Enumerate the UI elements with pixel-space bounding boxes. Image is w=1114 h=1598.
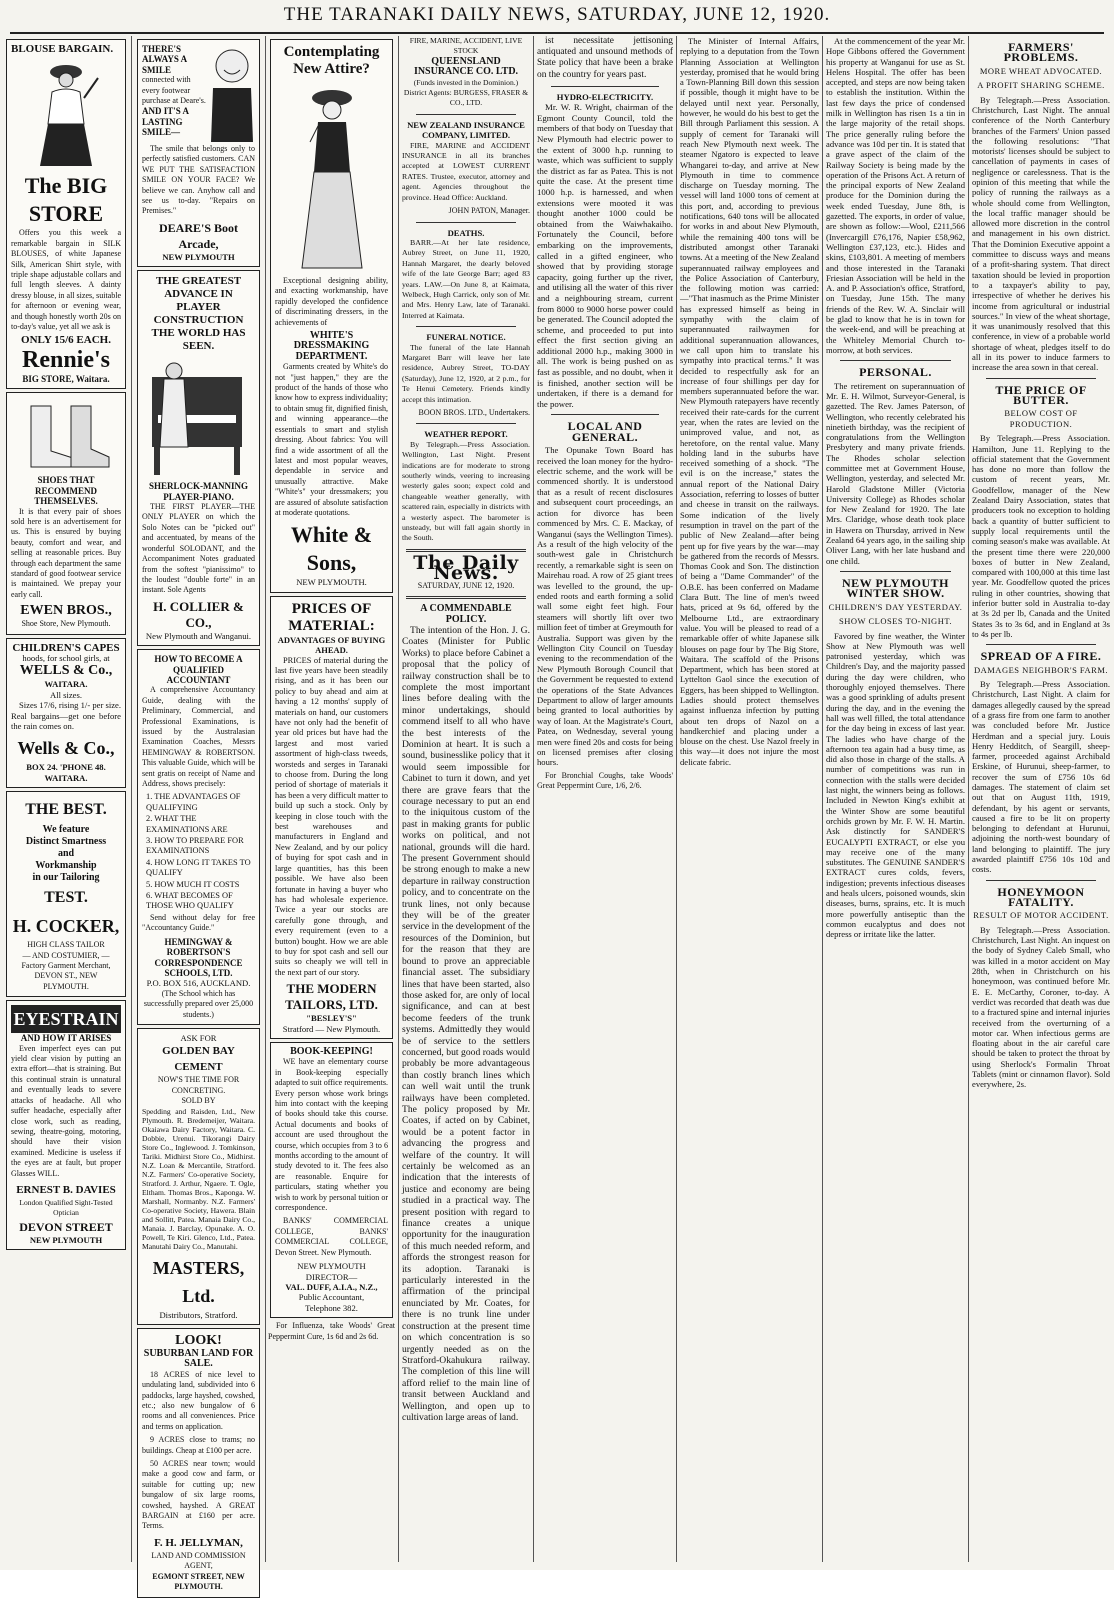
deare-sub: NEW PLYMOUTH bbox=[162, 251, 235, 262]
eyestrain-sub: AND HOW IT ARISES bbox=[20, 1033, 112, 1044]
cement-ask: ASK FOR bbox=[180, 1032, 217, 1043]
divider bbox=[551, 414, 659, 415]
cocker-line: DEVON ST., NEW PLYMOUTH. bbox=[34, 971, 98, 991]
davies-street: DEVON STREET bbox=[19, 1219, 113, 1234]
hydro-text: Mr. W. R. Wright, chairman of the Egmont County Council, told the members of that body on Tuesday that New Plymouth had electric power to the extent of 3000 h.p. running to waste, which was sufficient to supply the district as far as Patea. This is not quite the case. At the present time 1000 h.p. is harnessed, and when extensions were mooted it was thought another 1000 could be obtained from the Waiwhakaiho. Fortunately the Council, before embarking on the improvements, called in a gifted engineer, who showed that by providing storage capacity, going further up the river, and utilising all the water of this river and a neighbouring stream, current from 8000 to 9000 horse power could be generated. The Council adopted the scheme, and proceeded to put into effect the first section giving an additional 2000 h.p., making 3000 in all. The work is being pushed on as fast as possible, and no doubt, when it is finished, another section will be undertaken, if there is a demand for the power. bbox=[537, 102, 673, 409]
whites-title: WHITE'S DRESSMAKING DEPARTMENT. bbox=[293, 330, 370, 362]
capes-ad bbox=[6, 638, 126, 789]
piano-ad bbox=[137, 270, 260, 646]
shoes-text: It is that every pair of shoes sold here is an advertisement for us. This is ensured by buying beauty, comfort and wear, and selling at reasonable prices. Buy through each department the same standard of good footwear service is maintained. We prepay your early call. bbox=[11, 506, 121, 599]
hydro-intro: ist necessitate jettisoning antiquated and unsound methods of State policy that have been a brake on the country for years past. bbox=[537, 36, 673, 80]
farmers-text: By Telegraph.—Press Association. Christchurch, Last Night. The annual conference of the North Canterbury branches of the Farmers' Union passed the following resolutions: "That motorists' licenses should be subject to cancellation of payments in cases of negligence or carelessness. That is the opinion of this meeting that while the policy of running the railways as a whole should come from Wellington, the local traffic manager should be allowed more discretion in the control and management in his own district. That the Dominion Executive appoint a committee to discuss ways and means of a profit-sharing system. That direct taxation should be levied in proportion to a taxpayer's ability to pay, irrespective of whether he derives his income from agricultural or industrial sources." In view of the wheat shortage, it was unanimously resolved that this conference, in view of a probable world shortage of wheat, pledges itself to do all in its power to induce farmers to increase the area sown in that cereal. bbox=[972, 94, 1110, 373]
smile-line: connected with every footwear purchase at Deare's. bbox=[142, 75, 206, 106]
blouse-ad bbox=[6, 39, 126, 389]
local-continued-text: At the commencement of the year Mr. Hope Gibbons offered the Government his property at Wanganui for use as St. Helens Hospital. The offer has been accepted, and steps are now being taken to establish the institution. Within the last few days the price of condensed milk in Wellington has risen 1s a tin in the large majority of the retail shops. The price generally ruling before the advance was 10d per tin. It is stated that a grave aspect of the claim of the Railway Society is being made by the operation of the Prisons Act. A return of the principal exports of New Zealand produce for the Dominion during the week ended Tuesday, June 8th, is gazetted. The exports, in order of value, are shown as follow:—Wool, £211,566 (Invercargill £76,176, Napier £58,962, Wellington £37,123, etc.). Hides and skins, £103,801. A meeting of members and those interested in the Taranaki Friesian Association will be held in the A. and P. Association's office, Stratford, on Tuesday, June 15th. The many friends of the Rev. W. A. Sinclair will be glad to know that he is in town for the week-end, and will be preaching at the Whiteley Memorial Church to-morrow, at both services. bbox=[826, 36, 966, 355]
smile-line: SMILE— bbox=[142, 127, 181, 138]
deare-title: DEARE'S Boot Arcade, bbox=[158, 220, 238, 251]
cement-sub: NOW'S THE TIME FOR CONCRETING. bbox=[157, 1075, 240, 1095]
bookkeeping-ad bbox=[270, 1042, 393, 1318]
white-sons-title: White & Sons, bbox=[290, 522, 373, 576]
cocker-line: HIGH CLASS TAILOR bbox=[27, 940, 105, 950]
show-sub: SHOW CLOSES TO-NIGHT. bbox=[838, 616, 953, 627]
blouse-title: BLOUSE BARGAIN. bbox=[11, 43, 114, 55]
divider bbox=[986, 378, 1096, 379]
column-divider bbox=[398, 36, 399, 1562]
rennie-title: Rennie's bbox=[21, 346, 110, 373]
sherlock-text: THE FIRST PLAYER—THE ONLY PLAYER on which the Solo Notes can be "picked out" and accentuated, by means of the wonderful SOLODANT, and the Accompaniment Notes graduated from the softest "pianissimo" to the loudest "double forte" in an instant. Sole Agents bbox=[142, 502, 255, 595]
modern-sub: "BESLEY'S" bbox=[306, 1013, 357, 1024]
capes-title: CHILDREN'S CAPES bbox=[12, 641, 120, 654]
column-7 bbox=[826, 36, 965, 1562]
honey-sub: RESULT OF MOTOR ACCIDENT. bbox=[973, 910, 1109, 921]
bronchial-note: For Bronchial Coughs, take Woods' Great Peppermint Cure, 1/6, 2/6. bbox=[537, 770, 673, 791]
eyestrain-title: EYESTRAIN bbox=[11, 1005, 121, 1033]
smile-line: AND IT'S A bbox=[142, 106, 190, 117]
acct-send: Send without delay for free "Accountancy Guide." bbox=[142, 912, 255, 933]
smile-line: LASTING bbox=[142, 116, 183, 127]
divider bbox=[416, 423, 516, 424]
big-store-price: ONLY 15/6 EACH. bbox=[21, 334, 111, 347]
big-store-text: Offers you this week a remarkable bargain in SILK BLOUSES, of white Japanese Silk, American Shirt style, with triple shape adjustable collars and full length sleeves. A dainty dressy blouse, in all sizes, suitable for afternoon or evening wear, and though honestly worth 20s on to-day's value, yet all we ask is bbox=[11, 228, 121, 332]
butter-title: THE PRICE OF BUTTER. bbox=[995, 382, 1087, 408]
wells2-town: WAITARA. bbox=[44, 772, 88, 783]
best-line: We feature bbox=[42, 824, 90, 836]
masthead-title: THE TARANAKI DAILY NEWS, SATURDAY, JUNE 12, 1920. bbox=[283, 4, 831, 25]
banks-text: BANKS' COMMERCIAL COLLEGE, BANKS' COMMERCIAL COLLEGE, Devon Street. New Plymouth. bbox=[275, 1216, 388, 1257]
divider bbox=[416, 326, 516, 327]
wells-sub: WAITARA. bbox=[44, 679, 88, 690]
column-divider bbox=[968, 36, 969, 1562]
column-6 bbox=[680, 36, 819, 1562]
prices-sub: ADVANTAGES OF BUYING AHEAD. bbox=[277, 634, 386, 656]
best-line: and bbox=[57, 848, 75, 860]
hem-note: (The School which has successfully prepared over 25,000 students.) bbox=[143, 988, 254, 1019]
personal-title: PERSONAL. bbox=[859, 365, 932, 380]
advance-title: THE GREATEST ADVANCE IN PLAYER CONSTRUCTION THE WORLD HAS SEEN. bbox=[151, 275, 246, 353]
wells2-box: BOX 24. 'PHONE 48. bbox=[26, 762, 106, 773]
masthead-rule bbox=[10, 32, 1104, 34]
fire-text: By Telegraph.—Press Association. Christchurch, Last Night. A claim for damages allegedly caused by the spread of a grass fire from one farm to another was concluded before Mr. Justice Herdman and a special jury. Louis Henry Hedditch, of Seargill, sheep-farmer, proceeded against Archibald Erskine, of Hurunui, sheep-farmer, to recover the sum of £756 10s 6d damages. The statement of claim set out that on August 11th, 1919, defendant, by his agent or servants, caused a fire to be lit on property belonging to defendant at Hurunui, adjoining the north-west boundary of land belonging to plaintiff. The jury awarded plaintiff £756 10s 10d and costs. bbox=[972, 679, 1110, 875]
sherlock-title: SHERLOCK-MANNING PLAYER-PIANO. bbox=[148, 481, 248, 502]
butter-sub: BELOW COST OF PRODUCTION. bbox=[1004, 408, 1078, 429]
ins-head: FIRE, MARINE, ACCIDENT, LIVE STOCK bbox=[409, 36, 523, 56]
banks-phone: Telephone 382. bbox=[305, 1302, 358, 1313]
banks-name: VAL. DUFF, A.I.A., N.Z., bbox=[285, 1281, 378, 1292]
ewen-sub: Shoe Store, New Plymouth. bbox=[21, 619, 111, 629]
davies-sub: London Qualified Sight-Tested Optician bbox=[19, 1197, 113, 1218]
cement-title: GOLDEN BAY CEMENT bbox=[162, 1045, 235, 1074]
fashion-illustration bbox=[282, 82, 382, 272]
cocker-line: — AND COSTUMIER, — bbox=[22, 950, 110, 960]
hem-title: HEMINGWAY & ROBERTSON'S CORRESPONDENCE SCHOOLS, LTD. bbox=[154, 936, 243, 978]
tailor-ad bbox=[6, 791, 126, 997]
cocker-title: H. COCKER, bbox=[12, 916, 120, 937]
acct-list-item: 6. WHAT BECOMES OF THOSE WHO QUALIFY bbox=[146, 891, 234, 911]
nz-ins-text: FIRE, MARINE and ACCIDENT INSURANCE in all its branches accepted at LOWEST CURRENT RATES. Trustee, executor, attorney and agent. Agencies throughout the province. Head Office: Auckland. bbox=[402, 140, 530, 202]
collier-sub: New Plymouth and Wanganui. bbox=[145, 630, 252, 641]
modern-town: Stratford — New Plymouth. bbox=[282, 1023, 381, 1034]
big-store-logo: The BIG STORE bbox=[24, 173, 108, 227]
land-title: SUBURBAN LAND FOR SALE. bbox=[143, 1347, 254, 1370]
land-item: 9 ACRES close to trams; no buildings. Cheap at £100 per acre. bbox=[142, 1435, 255, 1455]
personal-text: The retirement on superannuation of Mr. E. H. Wilmot, Surveyor-General, is gazetted. The Rev. James Paterson, of Wellington, who recently celebrated his ninetieth birthday, was the recipient of congratulations from the Wellington Presbytery and many private friends. The Rhodes scholar selection committee met at Government House, Wellington, yesterday, and selected Mr. Harold Gladstone Miller (Victoria University College) as Rhodes scholar for New Zealand for 1920. The late Mrs. Claridge, whose death took place in Hawera on Thursday, arrived in New Zealand 64 years ago, in the sailing ship Oliver Lang, with her late husband and one child. bbox=[826, 380, 965, 566]
hydro-title: HYDRO-ELECTRICITY. bbox=[556, 91, 654, 102]
acct-list-item: 5. HOW MUCH IT COSTS bbox=[146, 879, 240, 889]
banks-director: NEW PLYMOUTH DIRECTOR— bbox=[297, 1261, 366, 1282]
divider bbox=[406, 596, 526, 599]
paper-date: SATURDAY, JUNE 12, 1920. bbox=[417, 580, 515, 590]
bk-title: BOOK-KEEPING! bbox=[290, 1045, 373, 1057]
column-divider bbox=[533, 36, 534, 1562]
funeral-text: The funeral of the late Hannah Margaret Barr will leave her late residence, Aubrey Street, TO-DAY (Saturday), June 12, 1920, at 2 p.m., for Te Henui Cemetery. Friends kindly accept this intimation. bbox=[402, 342, 530, 404]
wells-title: WELLS & Co., bbox=[19, 663, 113, 679]
show-sub: CHILDREN'S DAY YESTERDAY. bbox=[828, 601, 963, 612]
prices-text: PRICES of material during the last five years have been steadily rising, and as it has been our policy to buy ahead and aim at having a 12 months' supply of materials on hand, our customers have not only had the benefit of year old prices but have had the largest and most varied assortment of high-class tweeds, worsteds and serges in Taranaki to choose from. During the long period of shortage of materials it has been a very difficult matter to build up such a stock. Only by keeping in close touch with the best warehouses and manufacturers in England and New Zealand, and by our policy of buying for spot cash and in large quantities, has this been possible. We have also been fortunate in having a buyer who has had wholesale experience. Twice a year our stocks are carefully gone through, and every requirement (even to a button) bought. How we are able to buy for spot cash and sell our suits so cheaply we will tell in the next part of our story. bbox=[275, 655, 388, 977]
eyestrain-text: Even imperfect eyes can put yield clear vision by putting an extra effort—that is straining. But this continual strain is unnatural and eventually leads to severe attacks of headache. All who suffer headache, especially after close work, such as reading, sewing, theatre-going, motoring, should have their vision examined. Medicine is useless if the eyes are at fault, but proper Glasses WILL. bbox=[11, 1043, 121, 1178]
local-title: LOCAL AND GENERAL. bbox=[567, 419, 643, 444]
column-divider bbox=[822, 36, 823, 1562]
column-2 bbox=[135, 36, 262, 1592]
prices-title: PRICES OF MATERIAL: bbox=[288, 600, 375, 634]
eyestrain-ad bbox=[6, 1000, 126, 1250]
column-1 bbox=[4, 36, 128, 1562]
policy-title: A COMMENDABLE POLICY. bbox=[420, 603, 512, 625]
acct-text: A comprehensive Accountancy Guide, dealing with the Preliminary, Commercial, and Professional Examinations, is issued by the Australasian Examination Coaches, Messrs HEMINGWAY & ROBERTSON. This valuable Guide, which will be sent gratis on receipt of Name and Address, shows precisely: bbox=[142, 685, 255, 788]
smile-text-block bbox=[142, 44, 206, 144]
local-text: The Opunake Town Board has received the loan money for the hydro-electric scheme, and the work will be commenced shortly. It is understood that as a result of recent disclosures and subsequent court proceedings, an action for divorce has been commenced by Mrs. C. E. Mackay, of Wanganui (says the Wellington Times). As a result of the high velocity of the south-west gale in Christchurch recently, a remarkable sight is seen on Mairehau road. A row of 25 giant trees was levelled to the ground, the up-ended roots and earth forming a solid wall some eight feet high. Four steamers will shortly lift over two million feet of timber at Greymouth for Australia. Support was given by the Wellington City Council on Tuesday evening to the recommendation of the New Plymouth Borough Council that the Government be requested to extend the operations of the State Advances Department to allow of larger amounts being granted to local authorities by way of loan. At the Magistrate's Court, Patea, on Wednesday, several young men were fined 20s and costs for being on licensed premises after closing hours. bbox=[537, 445, 673, 768]
column-3 bbox=[268, 36, 395, 1562]
farmers-title: FARMERS' PROBLEMS. bbox=[1003, 40, 1079, 65]
divider bbox=[986, 644, 1096, 645]
look-title: LOOK! bbox=[175, 1332, 222, 1348]
paper-name: The Daily News. bbox=[413, 551, 519, 585]
divider bbox=[840, 571, 951, 572]
nz-ins-title: NEW ZEALAND INSURANCE COMPANY, LIMITED. bbox=[407, 119, 525, 141]
modern-tailors-ad bbox=[270, 596, 393, 1039]
nz-ins-mgr: JOHN PATON, Manager. bbox=[448, 206, 530, 216]
white-sons-sub: NEW PLYMOUTH. bbox=[296, 577, 367, 588]
farmers-sub: MORE WHEAT ADVOCATED. bbox=[979, 65, 1103, 76]
boot-illustration bbox=[21, 401, 111, 471]
piano-illustration bbox=[144, 357, 254, 477]
jellyman-sub: LAND AND COMMISSION AGENT, bbox=[151, 1550, 246, 1571]
honey-title: HONEYMOON FATALITY. bbox=[997, 884, 1085, 910]
masters-title: MASTERS, Ltd. bbox=[152, 1257, 245, 1306]
divider bbox=[986, 880, 1096, 881]
column-4 bbox=[402, 36, 530, 1562]
cocker-line: Factory Garment Merchant, bbox=[21, 961, 111, 971]
land-item: 18 ACRES of nice level to undulating land, subdivided into 6 paddocks, large hayshed, cowshed, etc.; also new bungalow of 6 rooms and all conveniences. Price and terms on application. bbox=[142, 1369, 255, 1431]
cement-sold: SOLD BY bbox=[181, 1096, 216, 1106]
masters-sub: Distributors, Stratford. bbox=[159, 1309, 238, 1320]
smile-line: SMILE bbox=[142, 64, 172, 75]
wells-sizes: All sizes. bbox=[50, 689, 82, 700]
funeral-sign: BOON BROS. LTD., Undertakers. bbox=[418, 408, 530, 417]
acct-list-item: 2. WHAT THE EXAMINATIONS ARE bbox=[146, 814, 228, 834]
divider bbox=[416, 114, 516, 115]
accountant-ad bbox=[137, 649, 260, 1025]
cement-ad bbox=[137, 1028, 260, 1325]
whites-text: Garments created by White's do not "just happen," they are the product of the hands of those who know how to express individuality; to obtain smug fit, dignified finish, and winning appearance—the essentials to smart and stylish dressing. About fabrics: You will find a wide assortment of all the latest and most popular weaves, dependable in service and unusually attractive. Make "White's" your dressmakers; you are assured of absolute satisfaction at moderate quotations. bbox=[275, 362, 388, 517]
davies-title: ERNEST B. DAVIES bbox=[16, 1183, 116, 1196]
weather-title: WEATHER REPORT. bbox=[424, 429, 508, 440]
modern-title: THE MODERN TAILORS, LTD. bbox=[285, 981, 378, 1013]
smile-line: ALWAYS A bbox=[142, 54, 188, 65]
acct-list-item: 3. HOW TO PREPARE FOR EXAMINATIONS bbox=[146, 836, 244, 856]
collier-title: H. COLLIER & CO., bbox=[153, 598, 244, 630]
banks-role: Public Accountant, bbox=[298, 1292, 365, 1303]
ewen-title: EWEN BROS., bbox=[20, 603, 112, 619]
influenza-note: For Influenza, take Woods' Great Peppermint Cure, 1s 6d and 2s 6d. bbox=[268, 1321, 395, 1341]
shoes-ad bbox=[6, 392, 126, 634]
best-line: Workmanship bbox=[35, 860, 97, 872]
land-ad bbox=[137, 1328, 260, 1598]
divider bbox=[551, 86, 659, 87]
funeral-title: FUNERAL NOTICE. bbox=[426, 332, 506, 343]
smile-text: The smile that belongs only to perfectly satisfied customers. CAN WE PUT THE SATISFACTION SMILE ON YOUR FACE? We believe we can. Anyhow call and see us to-day. "Repairs on Premises." bbox=[142, 144, 255, 216]
smile-block bbox=[142, 44, 255, 144]
column-5 bbox=[537, 36, 673, 1562]
fire-title: SPREAD OF A FIRE. bbox=[980, 649, 1102, 664]
rennie-sub: BIG STORE, Waitara. bbox=[22, 373, 110, 384]
weather-text: By Telegraph.—Press Association. Wellington, Last Night. Present indications are for moderate to strong southerly winds, veering to increasing westerly gales soon; expect cold and changeable weather generally, with scattered rain, especially in districts with a westerly aspect. The barometer is unsteady, but will fall again shortly in the South. bbox=[402, 439, 530, 543]
acct-list-item: 4. HOW LONG IT TAKES TO QUALIFY bbox=[146, 857, 251, 878]
farmers-sub: A PROFIT SHARING SCHEME. bbox=[977, 80, 1105, 91]
divider bbox=[416, 222, 516, 223]
capes-text: hoods, for school girls, at bbox=[22, 652, 110, 663]
best-line: in our Tailoring bbox=[32, 872, 100, 884]
best-line: Distinct Smartness bbox=[25, 836, 107, 848]
acct-list bbox=[142, 792, 255, 911]
smile-line: THERE'S bbox=[142, 44, 182, 54]
jellyman-addr: EGMONT STREET, NEW PLYMOUTH. bbox=[152, 1571, 245, 1592]
acct-title: HOW TO BECOME A QUALIFIED ACCOUNTANT bbox=[154, 654, 243, 685]
policy-text: The intention of the Hon. J. G. Coates (Minister for Public Works) to place before Cabinet a proposal that the policy of railway construction shall be to complete the most important lines before dealing with the minor undertakings, should commend itself to all who have the best interests of the Dominion at heart. It is such a sound, businesslike policy that it would seem impossible for Cabinet to turn it down, and yet there are grave fears that the courage necessary to put an end to the iniquitous custom of the past in making grants for public works on political, and not national, grounds will die hard. The present Government should be strong enough to make a new departure in railway construction policy, and to concentrate on the trunk lines, not only because they will be of the greater service in the development of the resources of the Dominion, but for the reason that they are bound to prove an appreciable financial asset. The subsidiary lines that have been started, also those asked for, are only of local significance, and can at best become feeders of the trunk systems. Admittedly they would be of service to the settlers concerned, but good roads would probably be more advantageous than costly branch lines which can well wait until the trunk railways have been completed. The policy proposed by Mr. Coates, if acted on by Cabinet, would be a potent factor in advancing the progress and welfare of the country. It will certainly be welcomed as an indication that the interests of justice and economy are being studied in a practical way. The present position with regard to finance creates a unique opportunity for the inauguration of this much needed reform, and affords the strongest reason for its adoption. Taranaki is particularly interested in the affirmation of the principal enunciated by Mr. Coates, for there is no trunk line under construction at the present time on which concentration is so urgently needed as on the Stratford-Okahukura railway. The completion of this line will afford relief to the main line of transit between Auckland and Wellington, and open up to cultivation large areas of land. bbox=[402, 624, 530, 1423]
land-item: 50 ACRES near town; would make a good cow and farm, or suitable for cutting up; new bungalow of six large rooms, cowshed, hayshed. A GREAT BARGAIN at £160 per acre. Terms. bbox=[142, 1459, 255, 1531]
column-divider bbox=[265, 36, 266, 1562]
best-title: THE BEST. bbox=[25, 801, 107, 819]
local-continued-text: The Minister of Internal Affairs, replying to a deputation from the Town Planning Association at Wellington yesterday, promised that he would bring a Town-Planning Bill down this session if possible, though it might have to be delayed until next year. Personally, however, he would do his best to get the Bill through Parliament this session. A supply of cement for Taranaki will reach New Plymouth next week. The steamer Ngatoro is expected to leave Whangarei to-day, and arrive at New Plymouth in time to commence discharge on Tuesday morning. The vessel will land 1000 tons of cement at this port, and, according to previous notifications, 640 tons will be allocated for works in and about New Plymouth, while the remaining 400 tons will be distributed amongst other Taranaki towns. At a meeting of the New Zealand superannuated railway employees and the Police Association of Canterbury, the following motion was carried:—"That inasmuch as the Prime Minister has expressed himself as being in sympathy with the claim of superannuated railwaymen for additional superannuation allowances, we call upon him to translate his sympathy into practical terms." It was decided to respectfully ask for an increase of four shillings per day for members superannuated before the war. New Plymouth ratepayers have recently received their rate-cards for the current year, when the rates are levied on the unimproved value, and not, as heretofore, on the rental value. Many holding land in the suburbs have received something of a shock. "The evil is on the increase," states the annual report of the National Dairy Association, referring to losses of butter and cheese in transit on the railways. Some indication of the lively resumption in travel on the part of the public of New Zealand—after being pent up for five years by the war—may be gathered from the records of Messrs. Thomas Cook and Son. The distinction of being a "Dame Commander" of the O.B.E. has been conferred on Madame Clara Butt. The line of men's tweed hats, priced at 9s 6d, offered by the Melbourne Ltd., are extraordinary value. You will be pleased to read of a remarkable offer of white Japanese silk blouses on page four by The Big Store, Waitara. The scaffold of the Prisons Department, which has been stored at Lyttelton Gaol since the execution of Eggers, has been shipped to Wellington. Ladies should protect themselves against influenza infection by putting about ten drops of Nazol on a handkerchief and placing under a blouse on the chest. Use Nazol freely in this way—it does not injure the most delicate fabric. bbox=[680, 36, 819, 767]
cement-agents: Spedding and Raisden, Ltd., New Plymouth. R. Bredemeijer, Waitara. Okaiawa Dairy Factory, Waitara. C. Dobbie, Urenui. Tikorangi Dairy Store Co., Inglewood. J. Tomkinson, Tariki. Midhirst Store Co., Midhirst. N.Z. Loan & Mercantile, Stratford. N.Z. Farmers' Co-operative Society, Stratford. J. Arthur, Ngaere. T. Ogle, Eltham. Thomas Bros., Kaponga. W. Marshall, Normanby. N.Z. Farmers' Co-operative Society, Hawera. Blain and Sollitt, Patea. Manaia Dairy Co., Manaia. J. Barclay, Opunake. A. O. Powell, Te Kiri. Glenco, Ltd., Patea. Manutahi Dairy Co., Manutahi. bbox=[142, 1106, 255, 1251]
attire-text: Exceptional designing ability, and exacting workmanship, have rapidly developed the confidence of discriminating dressers, in the achievements of bbox=[275, 276, 388, 327]
smiling-man-illustration bbox=[209, 44, 255, 144]
deaths-text: BARR.—At her late residence, Aubrey Street, on June 11, 1920, Hannah Margaret, the dearly beloved wife of the late George Barr; aged 83 years. LAW.—On June 8, at Kaimata, Welbeck, Hugh Carrick, only son of Mr. and Mrs. Henry Law, late of Taranaki. Interred at Kaimata. bbox=[402, 237, 530, 320]
best-test: TEST. bbox=[44, 889, 88, 907]
butter-text: By Telegraph.—Press Association. Hamilton, June 11. Replying to the official statement that the Government has done no more than follow the custom of recent years, Mr. Goodfellow, manager of the New Zealand Dairy Association, states that producers took no exception to holding back a quantity of butter sufficient to supply local requirements until the coming season's make was available. At the present time there were 220,000 boxes of butter in New Zealand, compared with 100,000 at this time last year. Mr. Goodfellow quoted the prices ruling in other countries, showing that inferior butter sold in Australia to-day at 3s 2d per lb, Canada and the United States 3s to 3s 6d, and in England at 3s to 4s per lb. bbox=[972, 433, 1110, 639]
whites-ad bbox=[270, 39, 393, 593]
ins-text: (Funds invested in the Dominion.) District Agents: BURGESS, FRASER & CO., LTD. bbox=[403, 77, 529, 108]
acct-list-item: 1. THE ADVANTAGES OF QUALIFYING bbox=[146, 792, 241, 812]
jellyman-title: F. H. JELLYMAN, bbox=[154, 1536, 243, 1549]
woman-illustration bbox=[26, 58, 106, 168]
column-8 bbox=[972, 36, 1110, 1562]
column-divider bbox=[676, 36, 677, 1562]
wells-price: Sizes 17/6, rising 1/- per size. Real bargains—get one before the rain comes on. bbox=[11, 700, 121, 731]
show-text: Favored by fine weather, the Winter Show at New Plymouth was well patronised yesterday, which was Children's Day, and the majority passed during the day were children, who thoroughly enjoyed themselves. There was a good sprinkling of adults present during the day, and in the evening the hall was well filled, the total attendance for the day being in excess of last year. The ladies who have charge of the afternoon tea again had a busy time, as did also those in charge of the stalls. A number of competitions was run in connection with the stalls were decided last night, the winners being as follows. Included in Newton King's exhibit at the Winter Show are some beautiful orchids grown by Mr. F. W. H. Martin. Ask distinctly for SANDER'S EUCALYPTI EXTRACT, or else you may receive one of the many substitutes. The GENUINE SANDER'S EXTRACT cures colds, fevers, indigestion; prevents infectious diseases and heals ulcers, poisoned wounds, skin diseases, burns, sprains, etc. It is much more powerfully antiseptic than the common eucalyptus and does not depress or irritate like the latter. bbox=[826, 630, 965, 940]
attire-title: Contemplating New Attire? bbox=[283, 44, 380, 77]
wells2-title: Wells & Co., bbox=[17, 738, 115, 759]
honey-text: By Telegraph.—Press Association. Christchurch, Last Night. An inquest on the body of Sydney Caleb Small, who was killed in a motor accident on May 28th, when in Christchurch on his honeymoon, was continued before Mr. E. E. McCarthy, Coroner, to-day. A verdict was recorded that death was due to a fractured spine and internal injuries received from the overturning of a motor car. When infectious germs are floating about in the air careful care should be taken to protect the throat by using Sherlock's Formalin Throat Tablets (mint or cinnamon flavor). Sold everywhere, 2s. bbox=[972, 924, 1110, 1090]
divider bbox=[840, 360, 951, 361]
hem-box: P.O. BOX 516, AUCKLAND. bbox=[146, 978, 251, 989]
shoes-heading: SHOES THAT RECOMMEND THEMSELVES. bbox=[34, 475, 98, 507]
deaths-title: DEATHS. bbox=[447, 227, 485, 238]
fire-sub: DAMAGES NEIGHBOR'S FARM. bbox=[973, 664, 1109, 675]
ins-title: QUEENSLAND INSURANCE CO. LTD. bbox=[413, 55, 519, 78]
bk-text: WE have an elementary course in Book-keeping especially adapted to suit office requirements. Every person whose work brings him into contact with the keeping of books should take this course. Actual documents and books of account are used throughout the course, which occupies from 3 to 6 months according to the amount of study devoted to it. The fees also are reasonable. Enquire for particulars, stating whether you wish to work by personal tuition or correspondence. bbox=[275, 1057, 388, 1213]
column-divider bbox=[131, 36, 132, 1562]
show-title: NEW PLYMOUTH WINTER SHOW. bbox=[841, 575, 949, 601]
deare-ad bbox=[137, 39, 260, 267]
davies-town: NEW PLYMOUTH bbox=[29, 1234, 103, 1245]
